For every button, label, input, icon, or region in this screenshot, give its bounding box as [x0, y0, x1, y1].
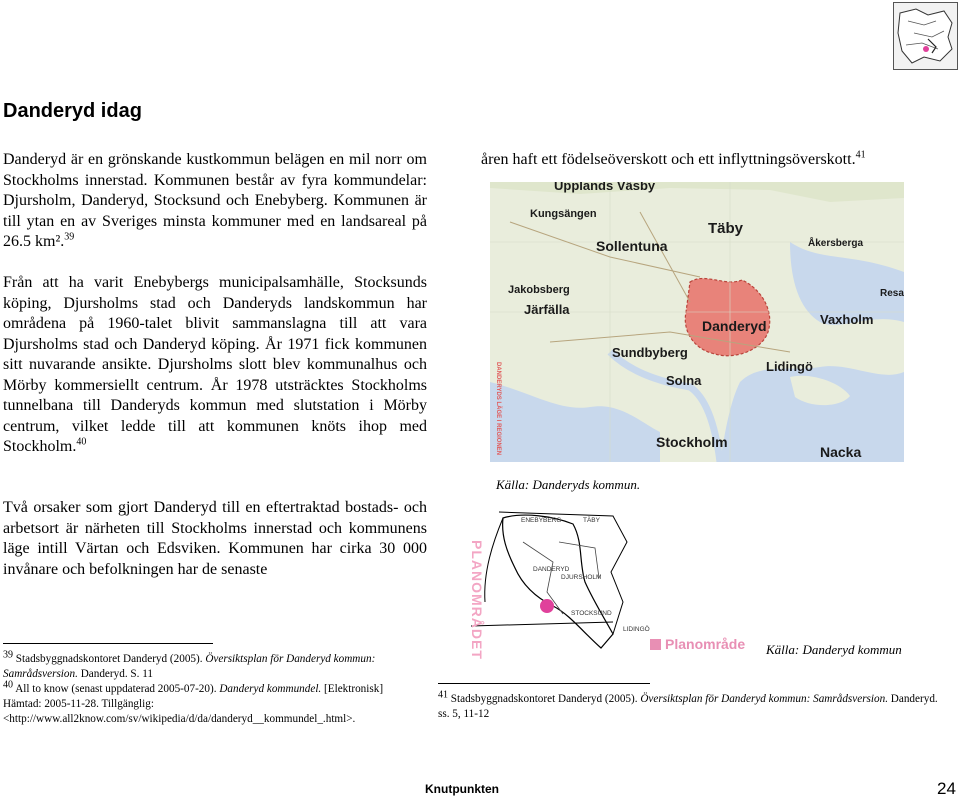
plan-label-djursholm: DJURSHOLM: [561, 574, 602, 581]
paragraph-location: [3, 498, 427, 580]
plan-label-stocksund: STOCKSUND: [571, 610, 612, 617]
paragraph-continued-text: åren haft ett födelseöverskott och ett inflyttningsöverskott.: [481, 151, 856, 168]
map-label-nacka: Nacka: [820, 444, 862, 460]
plan-map-caption: Källa: Danderyd kommun: [766, 642, 902, 657]
map-label-danderyd: Danderyd: [702, 318, 767, 334]
footnote-divider-left: [3, 643, 213, 644]
page-number: 24: [937, 779, 956, 798]
footnote-41: $^{41}$ Stadsbyggnadskontoret Danderyd (2005). Översiktsplan för Danderyd kommun: Samrådsversion. Danderyd. ss. 5, 11-12: [438, 689, 938, 720]
map-caption: Källa: Danderyds kommun.: [496, 477, 641, 492]
map-label-sollentuna: Sollentuna: [596, 238, 668, 254]
map-label-taby: Täby: [708, 220, 744, 237]
page-title: Danderyd idag: [3, 100, 142, 122]
map-label-sundbyberg: Sundbyberg: [612, 345, 688, 360]
footnote-40: $^{40}$ All to know (senast uppdaterad 2005-07-20). Danderyd kommundel. [Elektronisk] Hämtad: 2005-11-28. Tillgänglig: <http://www.all2know.com/sv/wikipedia/d/da/danderyd__kommundel_.html>.: [3, 679, 384, 725]
footnote-ref-40[interactable]: 40: [76, 436, 87, 448]
map-side-label: DANDERYDS LÄGE I REGIONEN: [495, 362, 501, 456]
map-label-resa: Resa: [880, 288, 904, 299]
footer-brand: Knutpunkten: [425, 782, 499, 796]
map-label-vaxholm: Vaxholm: [820, 312, 874, 327]
paragraph-location-text: Två orsaker som gjort Danderyd till en eftertraktad bostads- och arbetsort är närheten till Stockholms innerstad och kommunens läge intill Värtan och Edsviken. Kommunen har cirka 30 000 invånare och befolkningen har de senaste: [3, 499, 427, 578]
map-label-upplands-vasby: Upplands Väsby: [554, 182, 656, 193]
paragraph-continued: [481, 150, 911, 171]
footnotes-left: [3, 649, 423, 727]
map-label-solna: Solna: [666, 373, 702, 388]
map-label-lidingo: Lidingö: [766, 359, 813, 374]
paragraph-intro-text: Danderyd är en grönskande kustkommun belägen en mil norr om Stockholms innerstad. Kommunen består av fyra kommundelar: Djursholm, Danderyd, Stocksund och Enebyberg. Kommunen är till ytan en av Sveriges minsta kommuner med en landsareal på 26.5 km².: [3, 151, 427, 250]
footnote-ref-41[interactable]: 41: [855, 149, 866, 161]
map-label-jakobsberg: Jakobsberg: [508, 284, 570, 296]
planomrade-legend: Planområde: [665, 636, 746, 652]
plan-label-enebyberg: ENEBYBERG: [521, 517, 562, 524]
thumbnail-map: [893, 2, 958, 70]
planomrade-vertical-label: PLANOMRÅDET: [469, 540, 485, 660]
paragraph-history-text: Från att ha varit Enebybergs municipalsamhälle, Stocksunds köping, Djursholms stad och Danderyds landskommun har områdena på 1960-talet blivit sammanslagna till att vara Djursholms stad och Danderyd köping. År 1971 fick kommunen sitt nuvarande ansikte. Djursholms slott blev kommunalhus och Mörby kommersiellt centrum. År 1978 utsträcktes Stockholms tunnelbana till Danderyds kommun med slutstation i Mörby centrum, vilket ledde till att kommunen knöts ihop med Stockholm.: [3, 274, 427, 455]
regional-map: [490, 182, 904, 462]
paragraph-history: [3, 273, 427, 458]
map-label-kungsangen: Kungsängen: [530, 208, 597, 220]
footnote-divider-right: [438, 683, 650, 684]
map-label-jarfalla: Järfälla: [524, 302, 570, 317]
plan-label-lidingo: LIDINGÖ: [623, 626, 650, 633]
plan-label-danderyd: DANDERYD: [533, 566, 570, 573]
map-label-stockholm: Stockholm: [656, 434, 728, 450]
paragraph-intro: [3, 150, 427, 253]
plan-map: [463, 502, 923, 662]
plan-label-taby: TÄBY: [583, 517, 600, 524]
footnote-ref-39[interactable]: 39: [64, 231, 75, 243]
map-label-akersberga: Åkersberga: [808, 238, 864, 249]
footnote-39: $^{39}$ Stadsbyggnadskontoret Danderyd (2005). Översiktsplan för Danderyd kommun: Samrådsversion. Danderyd. S. 11: [3, 649, 376, 680]
